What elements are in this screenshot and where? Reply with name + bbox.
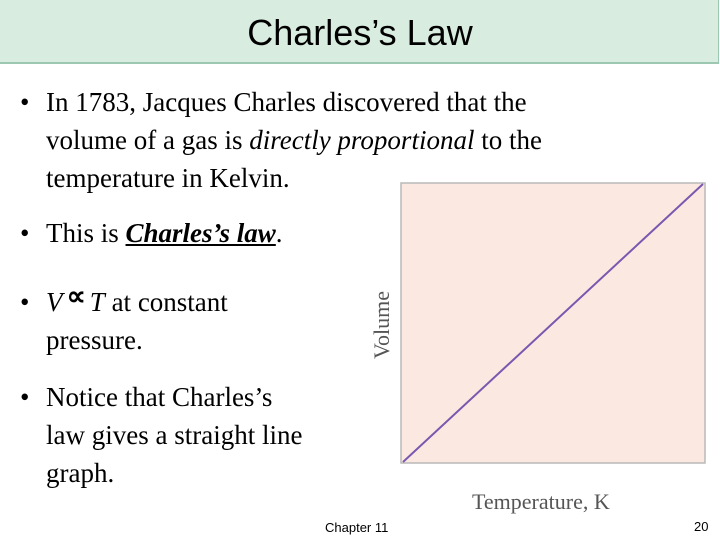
x-axis-label: Temperature, K — [472, 489, 610, 514]
bullet-1-text: volume of a gas is — [46, 125, 250, 155]
bullet-dot: • — [20, 218, 30, 248]
slide-title: Charles’s Law — [247, 12, 473, 53]
bullet-dot: • — [20, 287, 30, 317]
variable-v: V — [46, 287, 63, 317]
bullet-dot: • — [20, 87, 30, 117]
bullet-4-line-1: Notice that Charles’s — [46, 382, 273, 412]
bullet-4-line-2: law gives a straight line — [46, 420, 303, 450]
bullet-3-text: at constant — [104, 287, 228, 317]
bullet-dot: • — [20, 382, 30, 412]
bullet-3-line-2: pressure. — [46, 325, 143, 355]
bullet-1-line-1: In 1783, Jacques Charles discovered that the — [46, 87, 527, 117]
bullet-2-text: This is — [46, 218, 126, 248]
page-number: 20 — [694, 519, 709, 534]
variable-t: T — [89, 287, 105, 317]
bullet-1-line-3: temperature in Kelvin. — [46, 163, 290, 193]
emphasis-directly-proportional: directly proportional — [249, 125, 475, 155]
proportional-symbol: ∝ — [66, 281, 86, 311]
footer-chapter: Chapter 11 — [325, 520, 389, 535]
term-charles-law: Charles’s law — [125, 218, 276, 248]
y-axis-label: Volume — [369, 290, 394, 360]
bullet-4-line-3: graph. — [46, 458, 115, 488]
bullet-1-text-end: to the — [474, 125, 542, 155]
bullet-2-period: . — [275, 218, 283, 248]
